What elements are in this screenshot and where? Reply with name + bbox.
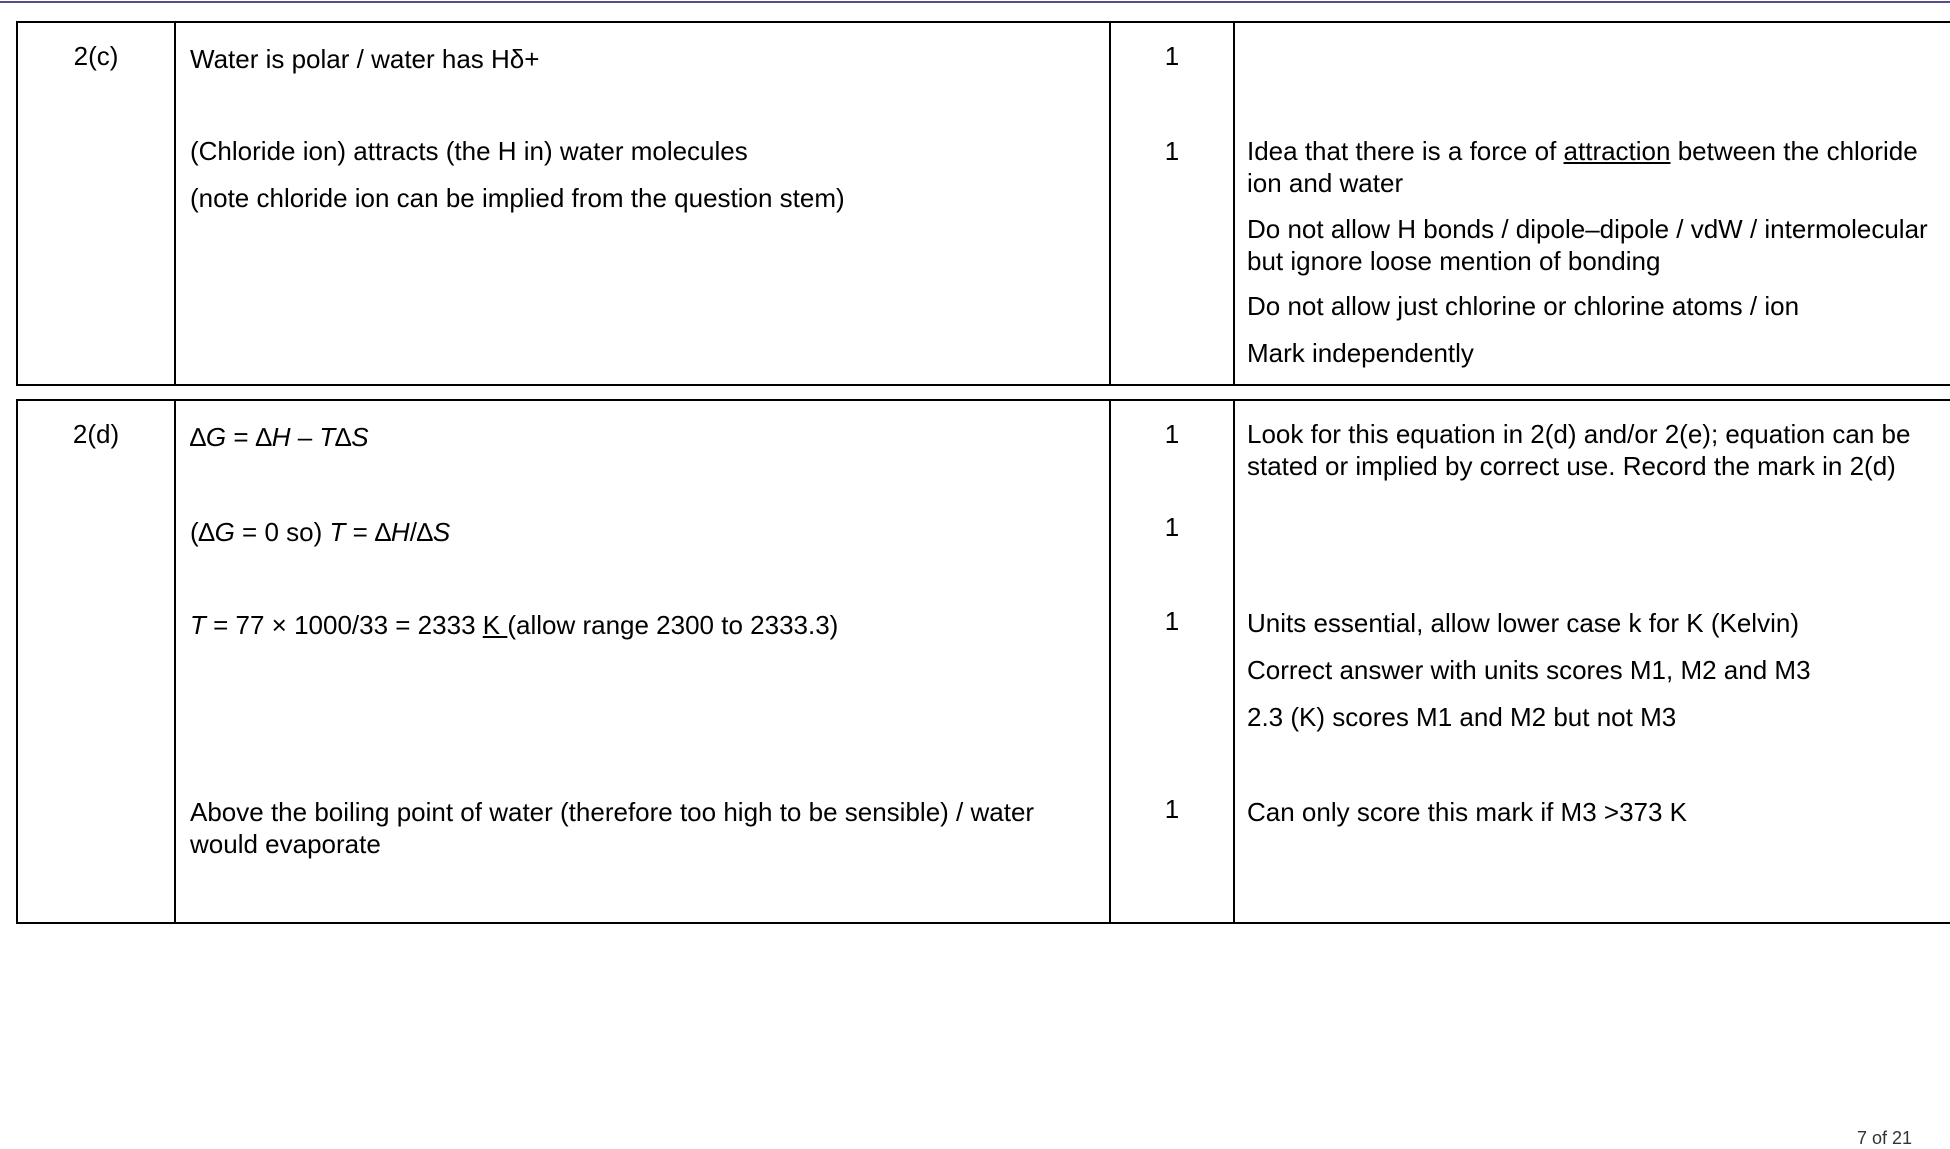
guidance-cell (1234, 400, 1950, 923)
question-number: 2(c) (73, 41, 119, 71)
guidance-text: Can only score this mark if M3 >373 K (1247, 797, 1688, 827)
page-number: 7 of 21 (1856, 1128, 1912, 1148)
mark-value: 1 (1164, 41, 1180, 71)
marks-cell (1110, 22, 1234, 385)
mark-value: 1 (1164, 794, 1180, 824)
answer-text: Above the boiling point of water (therefore too high to be sensible) / water would evaporate (190, 797, 1035, 859)
mark-scheme-table-2d (16, 399, 1950, 924)
guidance-text: Mark independently (1247, 338, 1474, 368)
underlined-unit: K (482, 610, 508, 640)
mark-value: 1 (1164, 512, 1180, 542)
mark-value: 1 (1164, 606, 1180, 636)
top-rule (0, 1, 1950, 3)
gibbs-equation: ∆G = ∆H – T∆S (190, 422, 369, 452)
answer-cell (175, 400, 1110, 923)
question-cell (17, 400, 175, 923)
guidance-cell (1234, 22, 1950, 385)
guidance-text: 2.3 (K) scores M1 and M2 but not M3 (1247, 702, 1677, 732)
mark-value: 1 (1164, 419, 1180, 449)
guidance-text: Do not allow just chlorine or chlorine atoms / ion (1247, 291, 1800, 321)
question-number: 2(d) (72, 419, 120, 449)
question-cell (17, 22, 175, 385)
underlined-keyword: attraction (1563, 136, 1671, 166)
rearranged-equation: (∆G = 0 so) T = ∆H/∆S (190, 517, 451, 547)
answer-cell (175, 22, 1110, 385)
mark-value: 1 (1164, 136, 1180, 166)
guidance-text: Do not allow H bonds / dipole–dipole / vdW / intermolecular but ignore loose mention of bonding (1247, 214, 1928, 276)
mark-scheme-table-2c (16, 21, 1950, 386)
calculation: T = 77 × 1000/33 = 2333 K (allow range 2300 to 2333.3) (190, 610, 839, 640)
answer-text: Water is polar / water has Hδ+ (190, 44, 540, 74)
guidance-text: Idea that there is a force of attraction between the chloride ion and water (1247, 136, 1918, 198)
guidance-text: Correct answer with units scores M1, M2 and M3 (1247, 655, 1811, 685)
guidance-text: Look for this equation in 2(d) and/or 2(e); equation can be stated or implied by correct use. Record the mark in 2(d) (1247, 419, 1911, 481)
answer-text: (Chloride ion) attracts (the H in) water molecules (190, 136, 748, 166)
answer-text: (note chloride ion can be implied from the question stem) (190, 183, 845, 213)
guidance-text: Units essential, allow lower case k for K (Kelvin) (1247, 608, 1799, 638)
marks-cell (1110, 400, 1234, 923)
